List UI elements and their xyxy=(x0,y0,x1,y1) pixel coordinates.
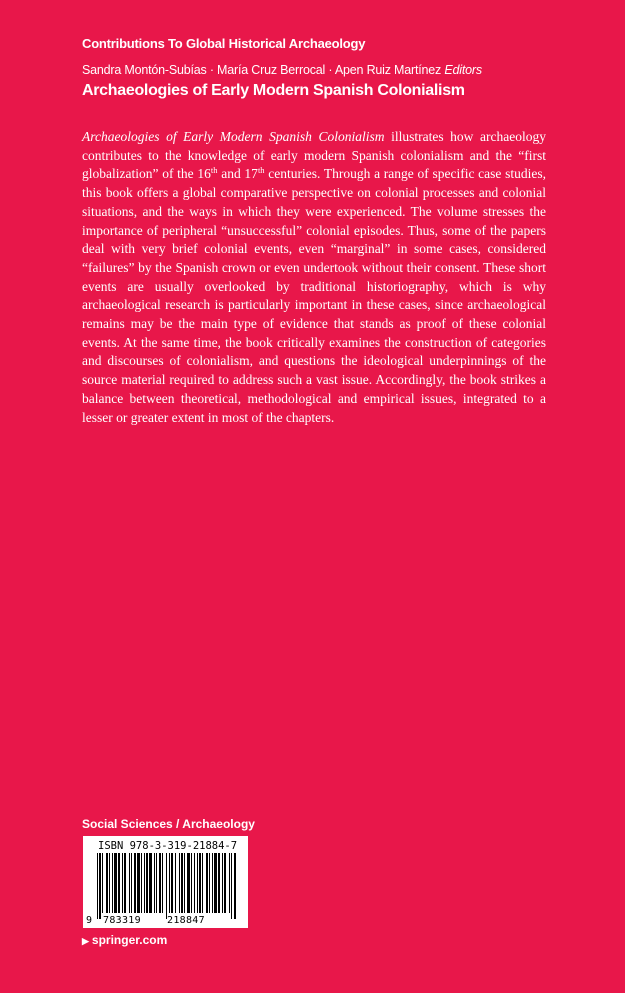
barcode-bar xyxy=(146,853,148,913)
barcode-bar xyxy=(202,853,203,913)
barcode-prefix-digit: 9 xyxy=(86,915,93,926)
barcode-bar xyxy=(129,853,130,913)
isbn-barcode xyxy=(83,836,248,928)
barcode-bar xyxy=(197,853,198,913)
barcode-digits-right: 218847 xyxy=(167,915,205,926)
superscript-th-2: th xyxy=(257,165,265,176)
barcode-bar xyxy=(179,853,180,913)
barcode-bar xyxy=(97,853,98,919)
barcode-bar xyxy=(187,853,190,913)
barcode-bar xyxy=(231,853,232,919)
barcode-bar xyxy=(109,853,110,913)
barcode-bar xyxy=(141,853,142,913)
barcode-bar xyxy=(175,853,176,913)
barcode-bar xyxy=(124,853,126,913)
barcode-bar xyxy=(181,853,183,913)
barcode-bar xyxy=(137,853,140,913)
arrow-right-icon: ▶ xyxy=(82,936,89,946)
description-part-2: and 17 xyxy=(217,166,258,182)
isbn-label: ISBN 978-3-319-21884-7 xyxy=(98,840,238,852)
publisher-link-text: springer.com xyxy=(91,933,168,947)
barcode-bar xyxy=(166,853,167,919)
superscript-th-1: th xyxy=(210,165,218,176)
publisher-link[interactable] xyxy=(82,933,167,947)
barcode-bar xyxy=(212,853,213,913)
barcode-bar xyxy=(171,853,173,913)
barcode-bar xyxy=(102,853,103,913)
barcode-bar xyxy=(199,853,201,913)
barcode-bar xyxy=(184,853,185,913)
barcode-bar xyxy=(118,853,120,913)
barcode-bar xyxy=(114,853,117,913)
barcode-bar xyxy=(122,853,123,913)
barcode-bar xyxy=(214,853,217,913)
book-title: Archaeologies of Early Modern Spanish Colonialism xyxy=(82,82,465,99)
barcode-bar xyxy=(99,853,101,919)
barcode-bar xyxy=(206,853,208,913)
series-title: Contributions To Global Historical Archaeology xyxy=(82,36,366,51)
barcode-bar xyxy=(234,853,236,919)
barcode-bar xyxy=(149,853,152,913)
barcode-bar xyxy=(162,853,163,913)
description-part-1: illustrates how archaeology contributes to the knowledge of early modern Spanish colonialism and the “first globalization” of the 16 xyxy=(82,129,546,182)
barcode-bar xyxy=(134,853,136,913)
barcode-bar xyxy=(191,853,192,913)
editors-label: Editors xyxy=(444,63,482,77)
book-description xyxy=(82,128,546,427)
barcode-bar xyxy=(106,853,108,913)
barcode-digits-left: 783319 xyxy=(103,915,141,926)
barcode-bar xyxy=(218,853,220,913)
editor-names: Sandra Montón-Subías · María Cruz Berrocal · Apen Ruiz Martínez xyxy=(82,63,442,77)
barcode-bar xyxy=(159,853,161,913)
barcode-bar xyxy=(229,853,230,913)
description-part-3: centuries. Through a range of specific case studies, this book offers a global comparative perspective on colonial processes and colonial situations, and the ways in which they were experienced. The volume stresses the importance of peripheral “unsuccessful” colonial episodes. Thus, some of the papers deal with very brief colonial events, even “marginal” in some cases, considered “failures” by the Spanish crown or even undertook without their consent. These short events are usually overlooked by traditional historiography, which is why archaeological research is particularly important in these cases, since archaeological remains may be the main type of evidence that stands as proof of these colonial events. At the same time, the book critically examines the construction of categories and discourses of colonialism, and questions the ideological underpinnings of the source material required to address such a vast issue. Accordingly, the book strikes a balance between theoretical, methodological and empirical issues, integrated to a lesser or greater extent in most of the chapters. xyxy=(82,166,546,425)
barcode-bar xyxy=(112,853,113,913)
barcode-bar xyxy=(154,853,155,913)
editors-line xyxy=(82,63,482,77)
barcode-bar xyxy=(222,853,223,913)
barcode-bar xyxy=(224,853,226,913)
barcode-bar xyxy=(144,853,145,913)
barcode-bar xyxy=(194,853,195,913)
description-italic-title: Archaeologies of Early Modern Spanish Colonialism xyxy=(82,129,385,144)
barcode-bar xyxy=(169,853,170,913)
barcode-bar xyxy=(131,853,132,913)
subject-category: Social Sciences / Archaeology xyxy=(82,817,255,831)
barcode-bar xyxy=(209,853,210,913)
barcode-bar xyxy=(156,853,157,913)
